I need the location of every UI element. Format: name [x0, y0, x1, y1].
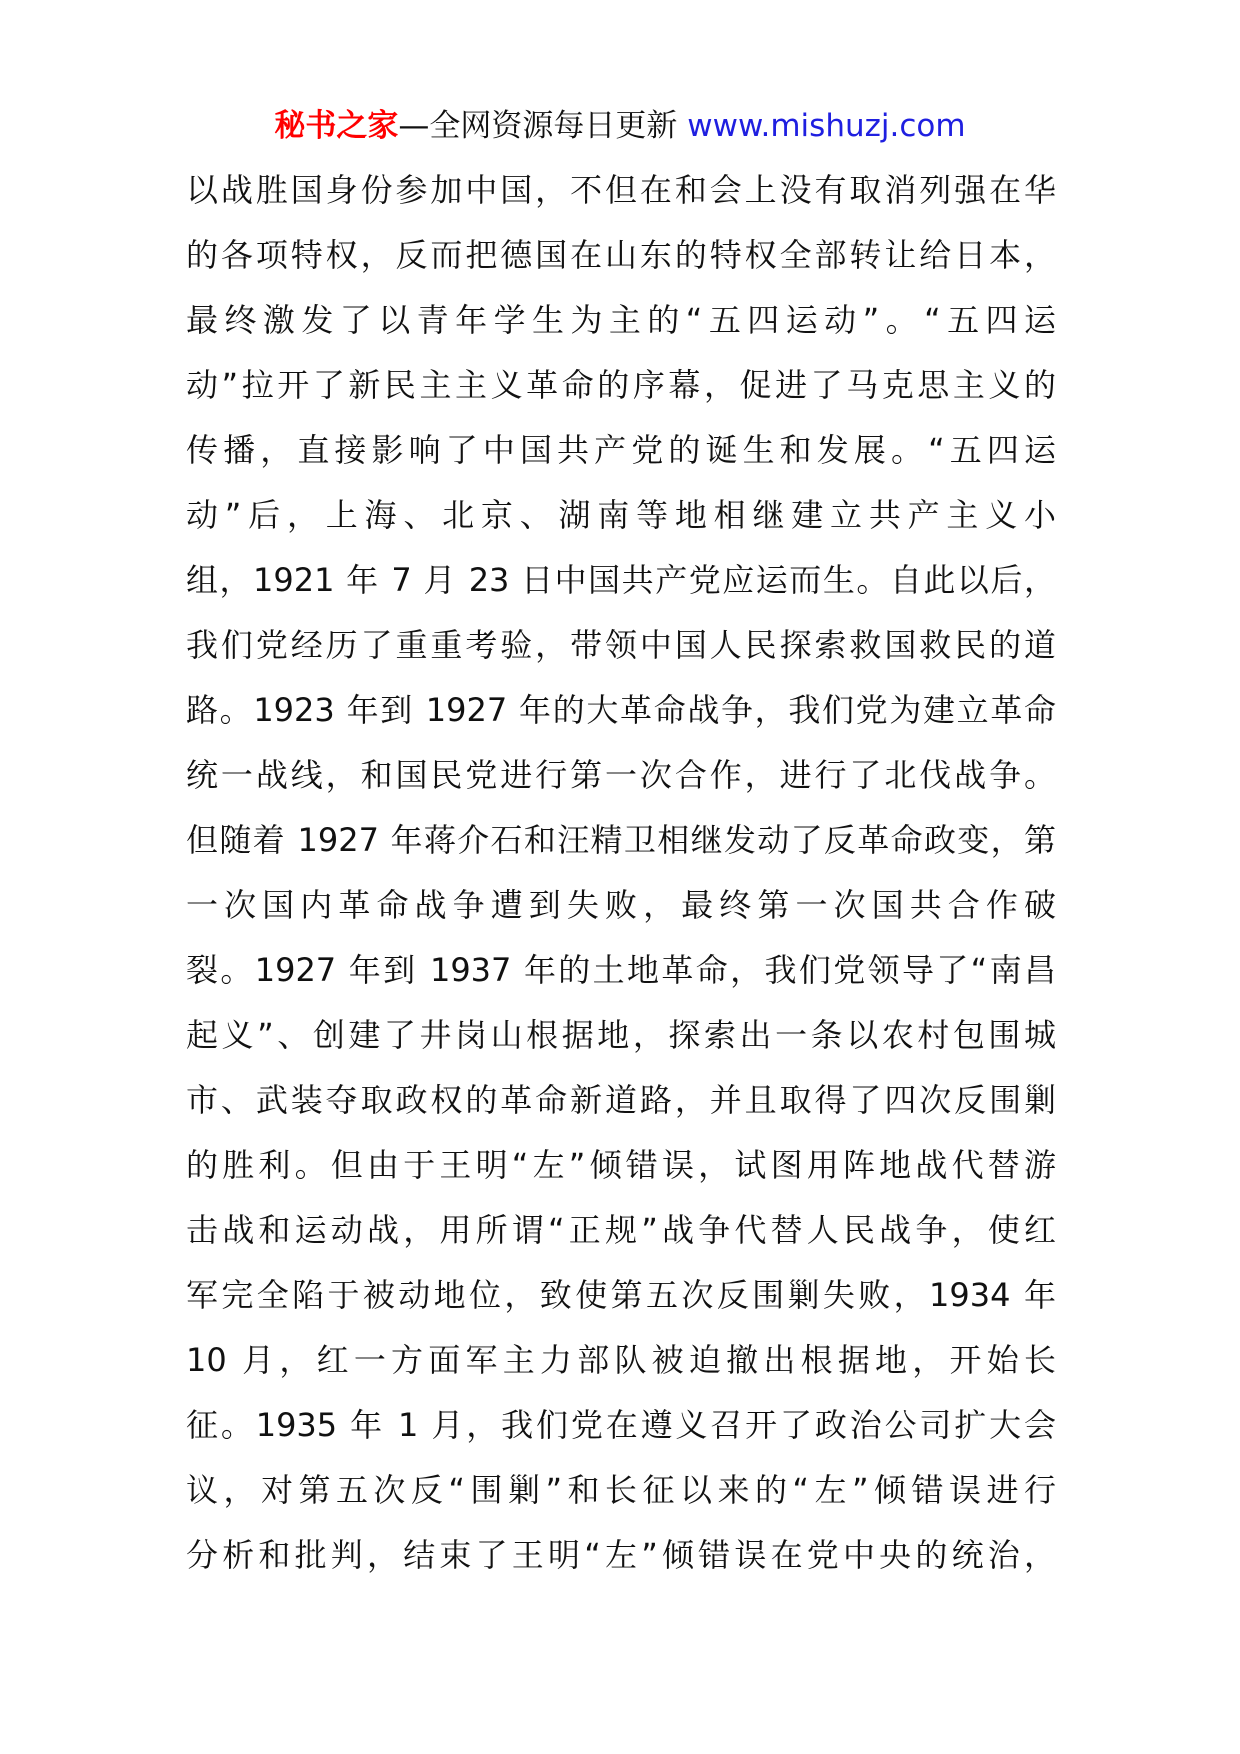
body-line: 路。1923 年到 1927 年的大革命战争，我们党为建立革命 — [186, 691, 1056, 729]
body-line: 裂。1927 年到 1937 年的土地革命，我们党领导了“南昌 — [186, 951, 1056, 989]
body-line: 以战胜国身份参加中国，不但在和会上没有取消列强在华 — [186, 171, 1056, 209]
site-url-link[interactable]: www.mishuzj.com — [687, 108, 966, 144]
body-line: 征。1935 年 1 月，我们党在遵义召开了政治公司扩大会 — [186, 1406, 1056, 1444]
body-line: 军完全陷于被动地位，致使第五次反围剿失败，1934 年 — [186, 1276, 1056, 1314]
body-line: 议，对第五次反“围剿”和长征以来的“左”倾错误进行 — [186, 1471, 1056, 1509]
page-header — [0, 104, 1240, 148]
body-line: 传播，直接影响了中国共产党的诞生和发展。“五四运 — [186, 431, 1056, 469]
body-line: 市、武装夺取政权的革命新道路，并且取得了四次反围剿 — [186, 1081, 1056, 1119]
body-line: 最终激发了以青年学生为主的“五四运动”。“五四运 — [186, 301, 1056, 339]
header-tagline: —全网资源每日更新 — [398, 108, 678, 144]
body-line: 组，1921 年 7 月 23 日中国共产党应运而生。自此以后， — [186, 561, 1056, 599]
brand-name: 秘书之家 — [274, 108, 399, 144]
body-line: 起义”、创建了井岗山根据地，探索出一条以农村包围城 — [186, 1016, 1056, 1054]
body-line: 我们党经历了重重考验，带领中国人民探索救国救民的道 — [186, 626, 1056, 664]
body-line: 动”后，上海、北京、湖南等地相继建立共产主义小 — [186, 496, 1056, 534]
body-line: 的胜利。但由于王明“左”倾错误，试图用阵地战代替游 — [186, 1146, 1056, 1184]
document-body — [186, 168, 1056, 1598]
body-line: 分析和批判，结束了王明“左”倾错误在党中央的统治， — [186, 1536, 1056, 1574]
body-line: 统一战线，和国民党进行第一次合作，进行了北伐战争。 — [186, 756, 1056, 794]
body-line: 击战和运动战，用所谓“正规”战争代替人民战争，使红 — [186, 1211, 1056, 1249]
body-line: 10 月，红一方面军主力部队被迫撤出根据地，开始长 — [186, 1341, 1056, 1379]
body-line: 一次国内革命战争遭到失败，最终第一次国共合作破 — [186, 886, 1056, 924]
body-line: 的各项特权，反而把德国在山东的特权全部转让给日本， — [186, 236, 1056, 274]
body-line: 但随着 1927 年蒋介石和汪精卫相继发动了反革命政变，第 — [186, 821, 1056, 859]
body-line: 动”拉开了新民主主义革命的序幕，促进了马克思主义的 — [186, 366, 1056, 404]
